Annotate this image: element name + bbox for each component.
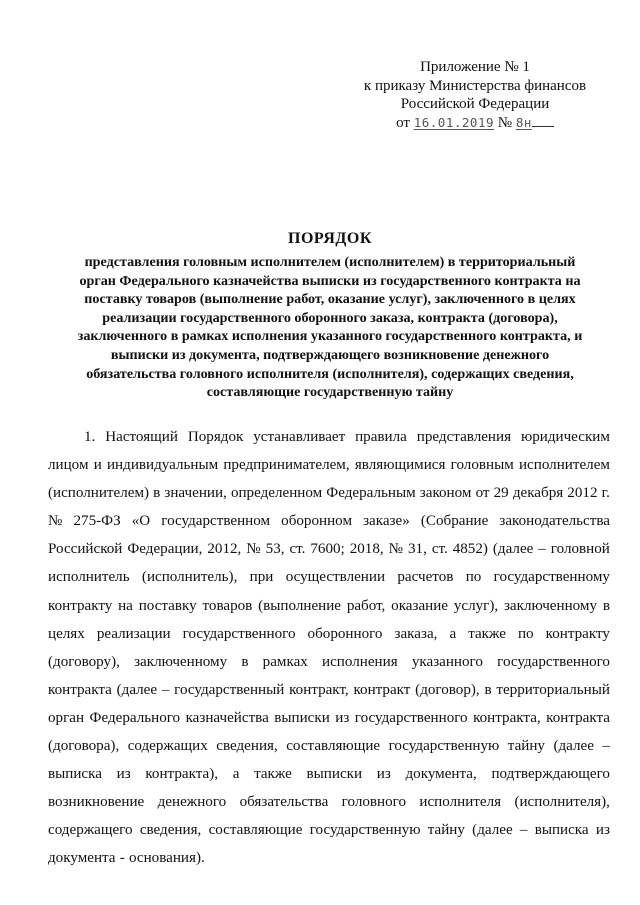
word: казначейства	[185, 709, 269, 726]
word: (далее	[553, 738, 594, 755]
appendix-header	[330, 58, 620, 132]
word: рамках	[262, 653, 308, 670]
word: «О	[131, 513, 151, 530]
word: по	[465, 569, 482, 586]
number-underline	[532, 116, 554, 127]
word: 2012,	[207, 541, 242, 558]
word: подтверждающего	[491, 766, 610, 783]
word: от	[475, 485, 490, 502]
word: исполнителя	[419, 794, 502, 811]
word: –	[161, 681, 170, 698]
number-prefix: №	[497, 114, 513, 131]
word: (договору),	[48, 653, 120, 670]
word: заключенному	[503, 597, 597, 614]
appendix-order-line: к приказу Министерства финансов	[363, 77, 587, 94]
subtitle-line: представления головным исполнителем (исполнителем) в территориальный	[84, 254, 576, 270]
paragraph-line	[48, 760, 610, 788]
word: составляющие	[286, 738, 381, 755]
word: из	[376, 766, 391, 783]
word: 1.	[84, 429, 96, 445]
appendix-date-line	[330, 114, 620, 133]
word: указанного	[411, 653, 483, 670]
paragraph-line	[48, 788, 610, 816]
word: из	[116, 766, 131, 783]
word: Настоящий	[105, 429, 178, 445]
word: оборонного	[307, 625, 383, 642]
word: возникновение	[48, 794, 145, 811]
word: декабря	[512, 485, 564, 502]
paragraph-line	[48, 648, 610, 676]
word: исполнитель	[48, 569, 130, 586]
word: головной	[550, 541, 610, 558]
word: государственному	[493, 569, 610, 586]
word: 2018,	[349, 541, 384, 558]
word: 31,	[407, 541, 427, 558]
word: государственную	[388, 738, 500, 755]
word: (договора),	[48, 738, 120, 755]
word: документа,	[405, 766, 477, 783]
word: (договор),	[415, 681, 480, 698]
word: выписки	[274, 709, 330, 726]
word: 2012	[567, 485, 598, 502]
word: (далее	[472, 822, 513, 839]
word: а	[449, 625, 457, 642]
word: оказание	[391, 597, 449, 614]
word: при	[249, 569, 274, 586]
paragraph-line	[48, 732, 610, 760]
subtitle-line: заключенного в рамках исполнения указанного государственного контракта, и	[77, 328, 583, 345]
paragraph-line	[48, 676, 610, 704]
word: Федерального	[89, 709, 181, 726]
subtitle-line: выписки из документа, подтверждающего возникновение денежного	[110, 346, 550, 363]
word: предпринимателем,	[223, 457, 350, 474]
word: работ,	[346, 597, 386, 614]
word: (Собрание	[420, 513, 489, 530]
word: реализации	[96, 625, 171, 642]
word: (выполнение	[258, 597, 341, 614]
word: в	[241, 653, 249, 670]
word: государственного	[354, 709, 468, 726]
word: контракту	[48, 597, 113, 614]
word: г.	[601, 485, 610, 502]
word: товаров	[202, 597, 253, 614]
subtitle-line: реализации государственного оборонного заказа, контракта (договора),	[102, 309, 558, 326]
word: государственном	[161, 513, 271, 530]
document-subtitle	[42, 253, 618, 402]
word: поставку	[138, 597, 197, 614]
word: №	[388, 541, 404, 558]
paragraph-line	[48, 844, 610, 872]
paragraph-line	[48, 816, 610, 844]
word: в	[602, 597, 610, 614]
word: основания).	[128, 850, 205, 867]
word: документа	[48, 850, 116, 867]
word: услуг),	[453, 597, 499, 614]
paragraph-line	[48, 620, 610, 648]
word: ст.	[431, 541, 448, 558]
word: устанавливает	[253, 429, 346, 445]
word: являющимися	[354, 457, 446, 474]
word: правила	[355, 429, 407, 445]
word: сведения,	[139, 822, 202, 839]
paragraph-line	[48, 704, 610, 732]
word: законодательства	[499, 513, 610, 530]
word: (далее	[116, 681, 158, 698]
subtitle-line: поставку товаров (выполнение работ, оказание услуг), заключенного в целях	[84, 291, 576, 308]
word: контракта	[546, 709, 610, 726]
word: территориальный	[496, 681, 610, 698]
word: ст.	[289, 541, 306, 558]
word: из	[335, 709, 350, 726]
paragraph-line	[48, 592, 610, 620]
word: а	[232, 766, 240, 783]
word: головного	[341, 794, 407, 811]
word: исполнения	[322, 653, 398, 670]
word: Российской	[48, 541, 123, 558]
word: по	[517, 625, 534, 642]
word: 29	[493, 485, 509, 502]
word: (исполнитель),	[141, 569, 238, 586]
word: выписки	[306, 766, 363, 783]
word: заказе»	[363, 513, 410, 530]
word: лицом	[48, 457, 89, 474]
paragraph-line	[48, 535, 610, 563]
word: денежного	[157, 794, 227, 811]
paragraph-line	[48, 563, 610, 591]
paragraph-1	[48, 423, 610, 873]
word: контракту	[545, 625, 610, 642]
appendix-ministry-line: Российской Федерации	[400, 96, 550, 112]
word: Порядок	[187, 429, 244, 445]
word: –	[519, 822, 528, 839]
word: государственную	[309, 822, 421, 839]
paragraph-line	[48, 479, 610, 507]
word: выписка	[534, 822, 589, 839]
paragraph-line	[48, 423, 610, 451]
paragraph-line	[48, 507, 610, 535]
word: индивидуальным	[106, 457, 219, 474]
word: государственный	[174, 681, 285, 698]
word: заключенному	[134, 653, 228, 670]
word: содержащих	[127, 738, 208, 755]
subtitle-line: составляющие государственную тайну	[206, 384, 454, 401]
word: также	[254, 766, 292, 783]
word: контракт,	[289, 681, 349, 698]
word: контракта	[48, 681, 112, 698]
date-prefix: от	[396, 114, 410, 131]
word: (исполнителем)	[48, 485, 150, 502]
word: содержащего	[48, 822, 133, 839]
word: головным	[450, 457, 514, 474]
word: тайну	[507, 738, 545, 755]
word: тайну	[427, 822, 465, 839]
word: Федеральным	[326, 485, 416, 502]
word: 275-ФЗ	[73, 513, 121, 530]
word: –	[602, 738, 610, 755]
word: законом	[419, 485, 472, 502]
subtitle-line: орган Федерального казначейства выписки из государственного контракта на	[79, 272, 581, 289]
word: обязательства	[239, 794, 329, 811]
word: целях	[48, 625, 85, 642]
word: –	[538, 541, 546, 558]
word: выписка	[48, 766, 102, 783]
word: контракта),	[145, 766, 218, 783]
appendix-title: Приложение № 1	[420, 59, 530, 75]
order-date: 16.01.2019	[413, 114, 494, 130]
paragraph-line	[48, 451, 610, 479]
document-title: ПОРЯДОК	[288, 230, 372, 247]
word: на	[118, 597, 133, 614]
word: оборонном	[281, 513, 352, 530]
word: осуществлении	[285, 569, 386, 586]
word: Федерации,	[127, 541, 203, 558]
word: в	[484, 681, 492, 698]
word: из	[595, 822, 610, 839]
word: государственного	[182, 625, 296, 642]
word: заказа,	[394, 625, 438, 642]
subtitle-line: обязательства головного исполнителя (исполнителя), содержащих сведения,	[86, 365, 574, 382]
word: исполнителем	[518, 457, 610, 474]
word: 53,	[265, 541, 285, 558]
word: также	[468, 625, 506, 642]
word: государственного	[497, 653, 610, 670]
word: -	[119, 850, 125, 867]
word: №	[246, 541, 261, 558]
word: контракта,	[473, 709, 541, 726]
word: расчетов	[397, 569, 454, 586]
word: представления	[416, 429, 512, 445]
word: 7600;	[310, 541, 345, 558]
word: орган	[48, 709, 85, 726]
word: составляющие	[208, 822, 303, 839]
order-number: 8н	[515, 114, 532, 130]
word: в	[153, 485, 161, 502]
word: (исполнителя),	[514, 794, 610, 811]
word: определенном	[230, 485, 323, 502]
word: юридическим	[520, 429, 610, 445]
word: и	[93, 457, 102, 474]
word: сведения,	[216, 738, 278, 755]
word: (далее	[492, 541, 534, 558]
word: №	[48, 513, 63, 530]
word: 4852)	[452, 541, 488, 558]
word: контракт	[353, 681, 411, 698]
word: значении,	[164, 485, 227, 502]
